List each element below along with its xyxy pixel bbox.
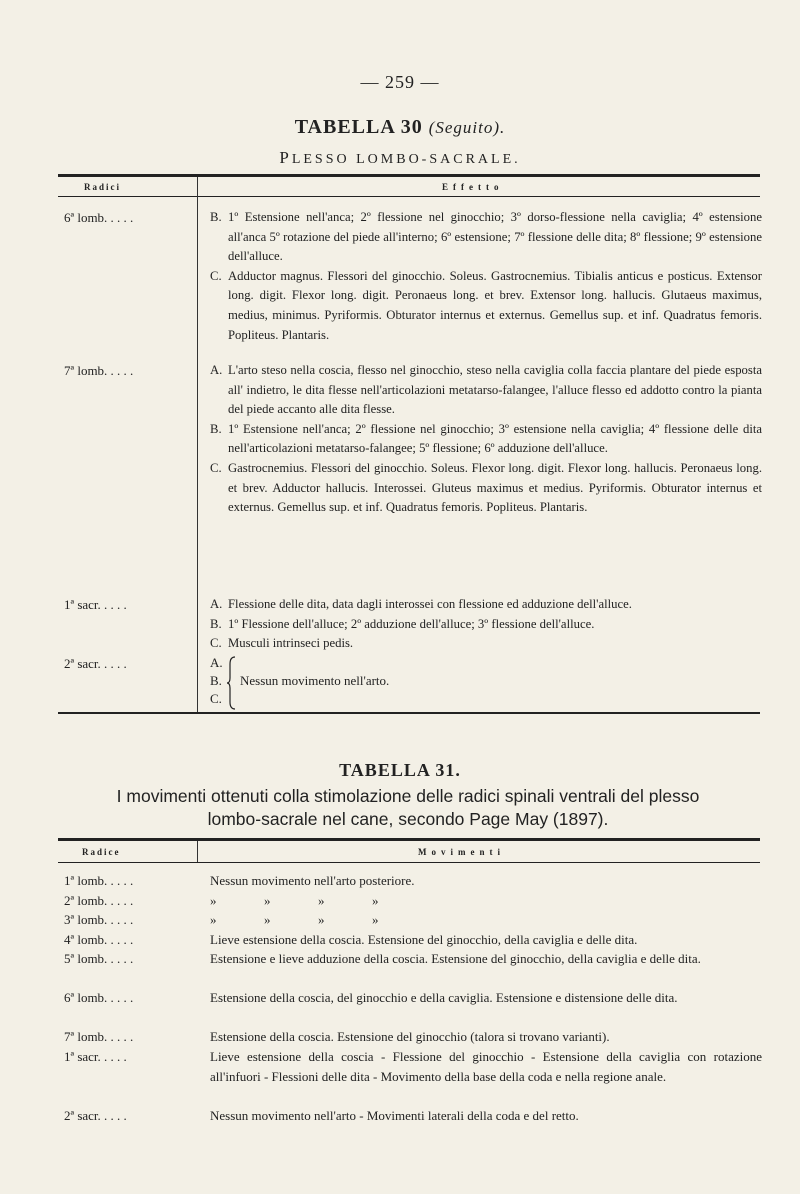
table30-root-7lomb: 7ª lomb. . . . . [64, 363, 134, 378]
ditto-mark: » [210, 893, 217, 908]
table31-desc: Estensione della coscia, del ginocchio e della caviglia. Estensione e distensione delle dita. [210, 990, 678, 1005]
table31-root: 5ª lomb. . . . . [64, 951, 134, 966]
ditto-mark: » [372, 893, 379, 908]
page-number: — 259 — [360, 72, 440, 92]
table30-body-divider [197, 196, 198, 712]
table30-header-right: Effetto [442, 182, 504, 192]
brace-text: Nessun movimento nell'arto. [240, 673, 390, 688]
table31-caption [58, 785, 758, 831]
effect-text: 1º Estensione nell'anca; 2º flessione nel ginocchio; 3º dorso-flessione nella caviglia; 4º estensione all'anca 5º rotazione del piede all'interno; 6º estensione; 7º flessione delle dita; 8º flessione; 9º estensione dell'alluce. [228, 210, 762, 264]
table30-root-2sacr: 2ª sacr. . . . . [64, 656, 127, 671]
table30-effects-1sacr [210, 595, 762, 654]
effect-text: Adductor magnus. Flessori del ginocchio. Soleus. Gastrocnemius. Tibialis anticus e posticus. Extensor long. digit. Flexor long. digit. Peronaeus long. et brev. Extensor long. hallucis. Glutaeus maximus, medius, minimus. Pyriformis. Obturator internus et externus. Gemellus sup. et inf. Quadratus femoris. Popliteus. Plantaris. [228, 268, 762, 342]
table31-desc: Nessun movimento nell'arto posteriore. [210, 873, 415, 888]
table31-root: 6ª lomb. . . . . [64, 990, 134, 1005]
table30-root-1sacr: 1ª sacr. . . . . [64, 597, 127, 612]
ditto-mark: » [318, 893, 325, 908]
ditto-mark: » [372, 912, 379, 927]
table30-bottom-rule [58, 712, 760, 714]
table31-header-right: Movimenti [418, 847, 505, 857]
table30-top-rule [58, 174, 760, 177]
table31-root: 2ª lomb. . . . . [64, 893, 134, 908]
table30-title-text: TABELLA 30 [294, 116, 423, 138]
effect-letter: C. [210, 460, 222, 475]
ditto-mark: » [318, 912, 325, 927]
table30-subtitle-rest: LESSO LOMBO-SACRALE. [291, 152, 521, 167]
effect-item [210, 267, 762, 345]
brace-letter: B. [210, 673, 222, 688]
table31-title: TABELLA 31. [339, 760, 461, 780]
effect-item [210, 595, 762, 615]
table31-root: 1ª sacr. . . . . [64, 1049, 127, 1064]
table30-effects-6lomb [210, 208, 762, 345]
curly-brace-icon [227, 656, 237, 710]
effect-item [210, 615, 762, 635]
table31-desc: Estensione e lieve adduzione della coscia. Estensione del ginocchio, della caviglia e delle dita. [210, 951, 701, 966]
table30-title [0, 116, 800, 139]
table30-header-left: Radici [84, 182, 122, 192]
table31-desc: Estensione della coscia. Estensione del ginocchio (talora si trovano varianti). [210, 1029, 610, 1044]
table30-subtitle-initial: P [279, 148, 292, 167]
table30-title-note: (Seguito). [428, 118, 506, 137]
table31-desc: Lieve estensione della coscia. Estensione del ginocchio, della caviglia e delle dita. [210, 932, 638, 947]
effect-letter: A. [210, 597, 223, 611]
ditto-mark: » [264, 893, 271, 908]
brace-letter: C. [210, 691, 222, 706]
effect-text: 1º Estensione nell'anca; 2º flessione nel ginocchio; 3º estensione nella caviglia; 4º flessione delle dita nell'articolazioni metatarso-falangee; 5º flessione; 6º adduzione dell'alluce. [228, 421, 762, 456]
table31-root: 2ª sacr. . . . . [64, 1108, 127, 1123]
table31-desc-ditto [210, 910, 762, 930]
table31-desc: Lieve estensione della coscia - Flessione del ginocchio - Estensione della caviglia con rotazione all'infuori - Flessioni delle dita - Movimento della base della coda e nella regione anale. [210, 1049, 762, 1084]
table30-root-6lomb: 6ª lomb. . . . . [64, 210, 134, 225]
effect-text: Gastrocnemius. Flessori del ginocchio. Soleus. Flexor long. digit. Flexor long. hallucis. Peronaeus long. et brev. Adductor hallucis. Interossei. Gluteus maximus et medius. Pyriformis. Obturator internus et externus. Gemellus sup. et inf. Quadratus femoris. Popliteus. Plantaris. [228, 460, 762, 515]
effect-letter: B. [210, 616, 222, 631]
table30-subtitle [0, 148, 800, 168]
effect-letter: C. [210, 636, 222, 651]
table31-column-divider [197, 841, 198, 862]
table30-column-divider [197, 177, 198, 196]
effect-letter: A. [210, 363, 223, 377]
effect-item [210, 459, 762, 518]
table31-caption-line2: lombo-sacrale nel cane, secondo Page May (1897). [207, 809, 609, 829]
effect-item [210, 208, 762, 267]
brace-letter: A. [210, 655, 223, 670]
table31-header-rule [58, 862, 760, 863]
table31-root: 4ª lomb. . . . . [64, 932, 134, 947]
table31-root: 3ª lomb. . . . . [64, 912, 134, 927]
effect-item [210, 420, 762, 459]
effect-text: Musculi intrinseci pedis. [228, 636, 354, 651]
table31-root: 7ª lomb. . . . . [64, 1029, 134, 1044]
effect-letter: B. [210, 421, 222, 436]
ditto-mark: » [264, 912, 271, 927]
table31-desc: Nessun movimento nell'arto - Movimenti laterali della coda e del retto. [210, 1108, 579, 1123]
effect-text: 1º Flessione dell'alluce; 2º adduzione dell'alluce; 3º flessione dell'alluce. [228, 616, 595, 631]
ditto-mark: » [210, 912, 217, 927]
effect-item [210, 634, 762, 654]
table30-effects-7lomb [210, 361, 762, 518]
table31-caption-line1: I movimenti ottenuti colla stimolazione delle radici spinali ventrali del plesso [116, 786, 700, 806]
effect-item [210, 361, 762, 420]
table30-effects-2sacr [210, 654, 390, 708]
effect-text: Flessione delle dita, data dagli interossei con flessione ed adduzione dell'alluce. [228, 597, 632, 611]
effect-letter: B. [210, 210, 222, 224]
effect-text: L'arto steso nella coscia, flesso nel ginocchio, steso nella caviglia colla faccia plantare del piede esposta all' indietro, le dita flesse nell'articolazioni metatarso-falangee, l'alluce flesso ed addotto contro la pianta del piede accanto alle dita flesse. [228, 363, 762, 417]
effect-letter: C. [210, 268, 222, 283]
table31-top-rule [58, 838, 760, 841]
table31-header-left: Radice [82, 847, 121, 857]
table31-root: 1ª lomb. . . . . [64, 873, 134, 888]
table31-desc-ditto [210, 891, 762, 911]
table30-header-rule [58, 196, 760, 197]
